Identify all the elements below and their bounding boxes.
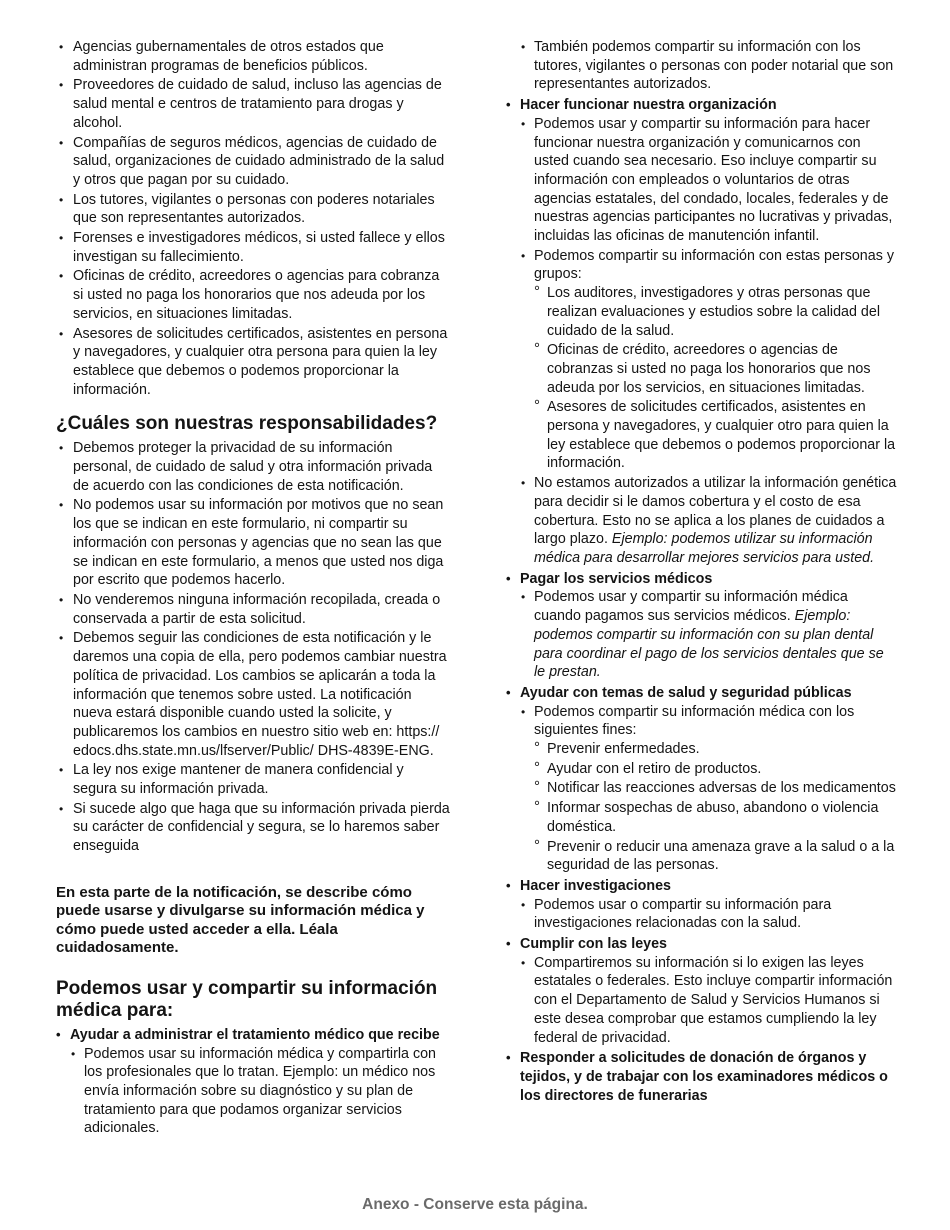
list-item: ° Asesores de solicitudes certificados, asistentes en persona y navegadores, y cualquier otro para quien la ley establece que debemos o podemos proporcionar la información.: [534, 398, 898, 473]
responsibilities-heading: ¿Cuáles son nuestras responsabilidades?: [56, 413, 438, 435]
section-heading: • Hacer funcionar nuestra organización: [520, 97, 777, 114]
section-heading: • Cumplir con las leyes: [520, 936, 667, 953]
section-heading: • Pagar los servicios médicos: [520, 570, 713, 587]
list-item: • Oficinas de crédito, acreedores o agencias para cobranza si usted no paga los honorarios que nos adeuda por los servicios, en situaciones limitadas.: [56, 267, 450, 323]
section-public-health: [506, 684, 898, 875]
section-heading: • Ayudar a administrar el tratamiento médico que recibe: [70, 1026, 440, 1043]
sub-list: [520, 954, 898, 1048]
section-heading: • Responder a solicitudes de donación de órganos y tejidos, y de trabajar con los examinadores médicos o los directores de funerarias: [520, 1050, 888, 1104]
uses-list-left: [56, 1026, 450, 1138]
list-item: • También podemos compartir su información con los tutores, vigilantes o personas con poder notarial que son representantes autorizados.: [520, 38, 898, 94]
right-column: [506, 38, 898, 1106]
list-item: ° Prevenir o reducir una amenaza grave a la salud o a la seguridad de las personas.: [534, 838, 898, 875]
sub-list: [520, 703, 898, 875]
list-item-text: No estamos autorizados a utilizar la información genética para decidir si le damos cobertura y el costo de esa cobertura. Esto no se aplica a los planes de cuidados a largo plazo.: [534, 475, 897, 548]
list-item: ° Los auditores, investigadores y otras personas que realizan evaluaciones y estudios sobre la calidad del cuidado de la salud.: [534, 284, 898, 340]
list-item: • Agencias gubernamentales de otros estados que administran programas de beneficios públicos.: [56, 38, 450, 75]
section-organ-donation: [506, 1049, 898, 1105]
list-item-text: Podemos compartir su información médica con los siguientes fines:: [534, 703, 855, 739]
list-item: [520, 703, 898, 875]
sub-sub-list: [534, 740, 898, 875]
section-law: [506, 935, 898, 1047]
page-footer: Anexo - Conserve esta página.: [362, 1196, 588, 1213]
section-payment: [506, 570, 898, 682]
list-item: [520, 588, 898, 682]
left-column: [56, 38, 450, 1139]
list-item: • La ley nos exige mantener de manera confidencial y segura su información privada.: [56, 761, 450, 798]
sub-list: [520, 115, 898, 568]
list-item: • No venderemos ninguna información recopilada, creada o conservada a partir de esta solicitud.: [56, 591, 450, 628]
uses-list-right: [506, 96, 898, 1105]
list-item: • Forenses e investigadores médicos, si usted fallece y ellos investigan su fallecimiento.: [56, 229, 450, 266]
section-heading: • Hacer investigaciones: [520, 877, 671, 894]
list-item: [520, 474, 898, 568]
responsibilities-list: [56, 439, 450, 855]
list-item: ° Notificar las reacciones adversas de los medicamentos: [534, 779, 898, 798]
sub-list: [520, 896, 898, 933]
list-item: ° Oficinas de crédito, acreedores o agencias de cobranzas si usted no paga los honorarios que nos adeuda por los servicios, en situaciones limitadas.: [534, 341, 898, 397]
list-item: • Podemos usar su información médica y compartirla con los profesionales que lo tratan. Ejemplo: un médico nos envía información sobre su diagnóstico y su plan de tratamiento para que podamos organizar servicios adicionales.: [70, 1045, 450, 1139]
list-item: • Si sucede algo que haga que su información privada pierda su carácter de confidencial y segura, se lo haremos saber enseguida: [56, 800, 450, 856]
list-item: • Asesores de solicitudes certificados, asistentes en persona y navegadores, y cualquier otra persona para quien la ley establece que debemos o podemos proporcionar la información.: [56, 325, 450, 400]
list-item: • Proveedores de cuidado de salud, incluso las agencias de salud mental e centros de tratamiento para drogas y alcohol.: [56, 76, 450, 132]
example-text: Ejemplo: podemos compartir su información con su plan dental para coordinar el pago de los servicios dentales que se le prestan.: [534, 608, 884, 681]
list-item: • Debemos seguir las condiciones de esta notificación y le daremos una copia de ella, pero podemos cambiar nuestra política de privacidad. Los cambios se aplicarán a toda la información que tenemos sobre usted. La notificación nueva estará disponible cuando usted la solicite, y publicaremos los cambios en nuestro sitio web en: https:// edocs.dhs.state.mn.us/lfserver/Public/ DHS-4839E-ENG.: [56, 629, 450, 760]
intro-notice: En esta parte de la notificación, se describe cómo puede usarse y divulgarse su información médica y cómo puede usted acceder a ella. Léala cuidadosamente.: [56, 883, 425, 957]
list-item: • Podemos usar y compartir su información para hacer funcionar nuestra organización y comunicarnos con usted cuando sea necesario. Eso incluye compartir su información con empleados o voluntarios de otras agencias estatales, del condado, locales, federales y de nuestras agencias participantes no lucrativas y privadas, incluidas las oficinas de manutención infantil.: [520, 115, 898, 246]
continued-list: [520, 38, 898, 94]
list-item: • Los tutores, vigilantes o personas con poderes notariales que son representantes autorizados.: [56, 191, 450, 228]
list-item: • Compartiremos su información si lo exigen las leyes estatales o federales. Esto incluye compartir información con el Departamento de Salud y Servicios Humanos si este desea comprobar que estamos cumpliendo la ley federal de privacidad.: [520, 954, 898, 1048]
uses-heading: Podemos usar y compartir su información médica para:: [56, 977, 438, 1021]
list-item: • Compañías de seguros médicos, agencias de cuidado de salud, organizaciones de cuidado administrado de la salud y otros que pagan por su cuidado.: [56, 134, 450, 190]
list-item: • Podemos usar o compartir su información para investigaciones relacionadas con la salud.: [520, 896, 898, 933]
example-text: Ejemplo: podemos utilizar su información médica para desarrollar mejores servicios para usted.: [534, 531, 875, 566]
section-heading: • Ayudar con temas de salud y seguridad públicas: [520, 684, 852, 701]
list-item-text: Podemos usar y compartir su información médica cuando pagamos sus servicios médicos.: [534, 589, 848, 625]
recipients-list: [56, 38, 450, 399]
section-treatment: [56, 1026, 450, 1138]
sub-list: [70, 1045, 450, 1139]
list-item-text: Podemos compartir su información con estas personas y grupos:: [534, 247, 894, 283]
list-item: ° Ayudar con el retiro de productos.: [534, 760, 898, 779]
section-operate: [506, 96, 898, 568]
sub-list: [520, 588, 898, 682]
list-item: • Debemos proteger la privacidad de su información personal, de cuidado de salud y otra información privada de acuerdo con las condiciones de esta notificación.: [56, 439, 450, 495]
sub-sub-list: [534, 284, 898, 473]
list-item: ° Informar sospechas de abuso, abandono o violencia doméstica.: [534, 799, 898, 836]
list-item: • No podemos usar su información por motivos que no sean los que se indican en este formulario, ni compartir su información con personas y agencias que no sean las que se indican en este formulario, a menos que usted nos diga por escrito que podemos hacerlo.: [56, 496, 450, 590]
list-item: [520, 247, 898, 473]
section-research: [506, 877, 898, 933]
list-item: ° Prevenir enfermedades.: [534, 740, 898, 759]
